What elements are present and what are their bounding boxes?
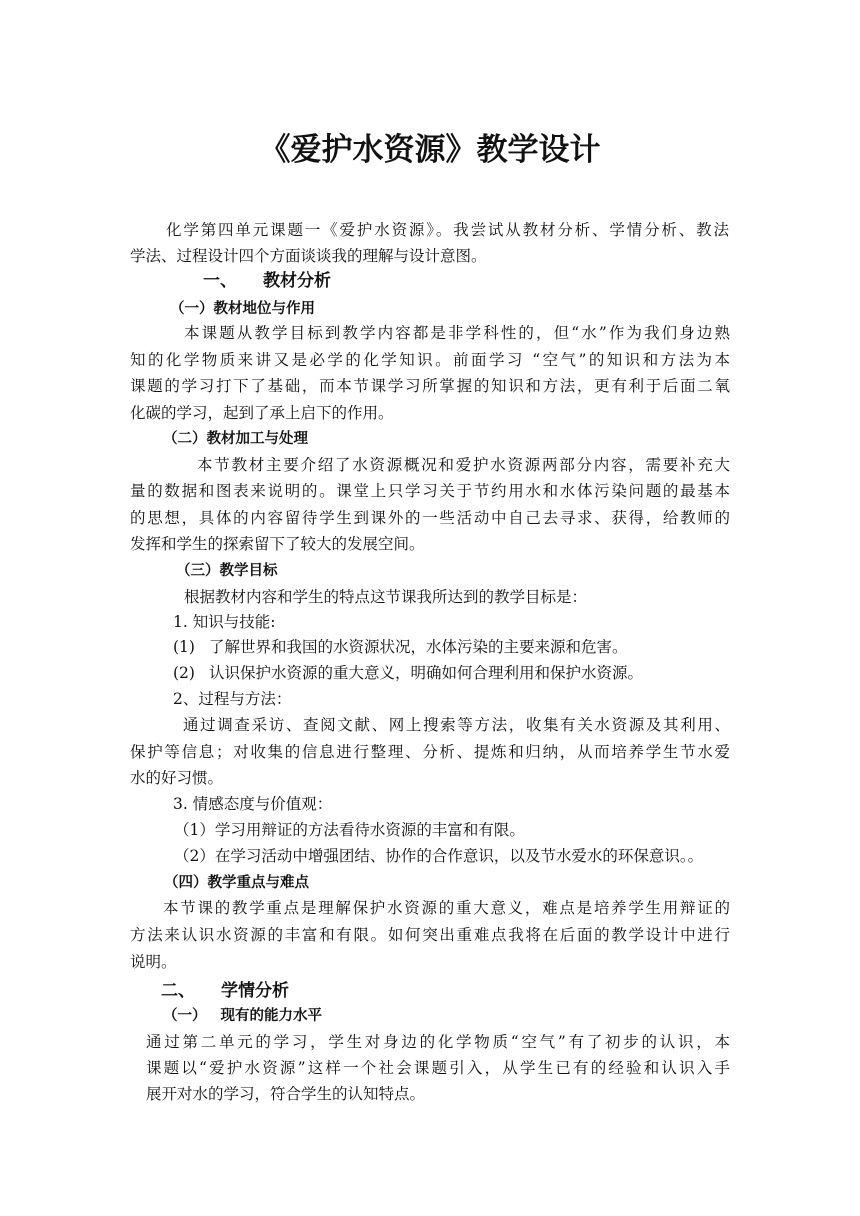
paragraph-line: 展开对水的学习，符合学生的认知特点。 [146, 1085, 426, 1103]
paragraph-line: 说明。 [130, 953, 177, 971]
paragraph-line: 知的化学物质来讲又是必学的化学知识。前面学习 “空气”的知识和方法为本 [130, 351, 730, 369]
paragraph-line: 的思想，具体的内容留待学生到课外的一些活动中自己去寻求、获得，给教师的 [130, 509, 730, 527]
item-text: 了解世界和我国的水资源状况，水体污染的主要来源和危害。 [208, 638, 628, 656]
paragraph-line: 化碳的学习，起到了承上启下的作用。 [130, 404, 394, 422]
item-text: 认识保护水资源的重大意义，明确如何合理利用和保护水资源。 [208, 664, 643, 682]
paragraph-line: 方法来认识水资源的丰富和有限。如何突出重难点我将在后面的教学设计中进行 [130, 926, 730, 944]
document-title: 《爱护水资源》教学设计 [259, 132, 601, 168]
section-title: 学情分析 [221, 981, 289, 1001]
subsection-heading: （二）教材加工与处理 [163, 431, 308, 447]
subsection-heading: （一）教材地位与作用 [170, 301, 315, 317]
paragraph-line: 发挥和学生的探索留下了较大的发展空间。 [130, 535, 425, 553]
paragraph-line: 课题的学习打下了基础，而本节课学习所掌握的知识和方法，更有利于后面二氧 [130, 377, 730, 395]
paragraph-line: 本节课的教学重点是理解保护水资源的重大意义，难点是培养学生用辩证的 [163, 899, 730, 917]
section-title: 教材分析 [263, 271, 331, 291]
section-heading-2 [161, 980, 289, 1002]
item-number: (1) [173, 638, 195, 656]
paragraph-line: 水的好习惯。 [130, 769, 224, 787]
paragraph-line: 本节教材主要介绍了水资源概况和爱护水资源两部分内容，需要补充大 [197, 456, 730, 474]
subsection-heading: （四）教学重点与难点 [164, 875, 309, 891]
subsection-title: 现有的能力水平 [220, 1008, 322, 1024]
paragraph-line: 课题以“爱护水资源”这样一个社会课题引入，从学生已有的经验和认识入手 [146, 1059, 730, 1077]
paragraph-line: 通过第二单元的学习，学生对身边的化学物质“空气”有了初步的认识，本 [146, 1033, 730, 1051]
intro-line: 化学第四单元课题一《爱护水资源》。我尝试从教材分析、学情分析、教法 [166, 221, 729, 239]
objective-item: （2）在学习活动中增强团结、协作的合作意识，以及节水爱水的环保意识。。 [174, 847, 704, 865]
section-number: 二、 [161, 981, 195, 1001]
paragraph-line: 保护等信息；对收集的信息进行整理、分析、提炼和归纳，从而培养学生节水爱 [130, 743, 730, 761]
section-heading-1 [203, 270, 331, 292]
intro-line: 学法、过程设计四个方面谈谈我的理解与设计意图。 [130, 247, 487, 265]
paragraph-line: 通过调查采访、查阅文献、网上搜索等方法，收集有关水资源及其利用、 [183, 716, 730, 734]
objective-item [173, 636, 627, 658]
objective-item: （1）学习用辩证的方法看待水资源的丰富和有限。 [174, 821, 525, 839]
objective-item [173, 662, 643, 684]
subsection-heading: （三）教学目标 [176, 563, 278, 579]
section-number: 一、 [203, 271, 237, 291]
subsection-number: （一） [163, 1008, 207, 1024]
paragraph-line: 本课题从教学目标到教学内容都是非学科性的，但“水”作为我们身边熟 [184, 324, 730, 342]
subsection-heading [163, 1005, 322, 1027]
objective-category: 2、过程与方法： [173, 690, 292, 708]
paragraph-line: 根据教材内容和学生的特点这节课我所达到的教学目标是： [184, 588, 588, 606]
objective-category: 3. 情感态度与价值观： [173, 795, 333, 813]
paragraph-line: 量的数据和图表来说明的。课堂上只学习关于节约用水和水体污染问题的最基本 [130, 482, 730, 500]
item-number: (2) [173, 664, 195, 682]
objective-category: 1. 知识与技能: [173, 613, 276, 631]
